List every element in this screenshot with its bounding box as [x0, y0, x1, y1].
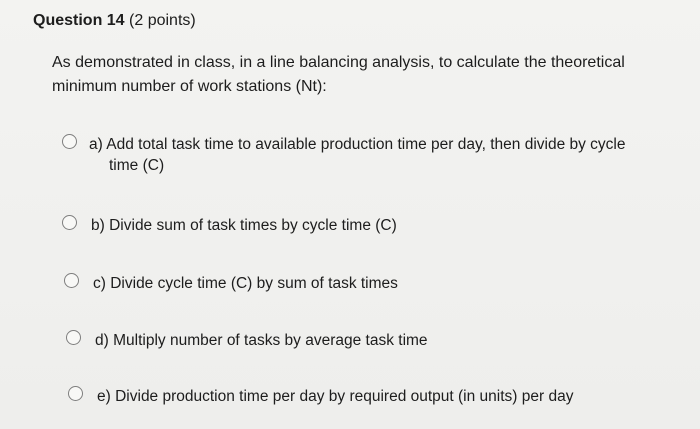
option-e-label	[97, 386, 573, 407]
question-points: (2 points)	[129, 12, 196, 29]
question-number: Question 14	[33, 12, 125, 29]
option-d-prefix: d)	[95, 332, 109, 349]
option-e-text: Divide production time per day by required output (in units) per day	[115, 388, 574, 405]
option-d[interactable]	[66, 330, 428, 351]
radio-button-c[interactable]	[64, 273, 79, 288]
option-d-text: Multiply number of tasks by average task time	[113, 332, 428, 349]
option-c-prefix: c)	[93, 275, 106, 292]
option-b-text: Divide sum of task times by cycle time (C)	[109, 217, 397, 234]
option-e[interactable]	[68, 386, 573, 407]
option-a-prefix: a)	[89, 136, 103, 153]
option-a-label	[89, 134, 626, 176]
option-b[interactable]	[62, 215, 397, 236]
option-a[interactable]	[62, 134, 626, 176]
radio-button-b[interactable]	[62, 215, 77, 230]
radio-button-e[interactable]	[68, 386, 83, 401]
question-prompt: As demonstrated in class, in a line balancing analysis, to calculate the theoretical minimum number of work stations (Nt):	[52, 54, 625, 95]
option-c[interactable]	[64, 273, 398, 294]
radio-button-a[interactable]	[62, 134, 77, 149]
option-c-text: Divide cycle time (C) by sum of task times	[110, 275, 398, 292]
option-b-label	[91, 215, 397, 236]
option-a-text-line1: Add total task time to available production time per day, then divide by cycle	[106, 136, 626, 153]
radio-button-d[interactable]	[66, 330, 81, 345]
option-a-text-line2: time (C)	[109, 157, 165, 174]
option-d-label	[95, 330, 428, 351]
option-c-label	[93, 273, 398, 294]
option-e-prefix: e)	[97, 388, 111, 405]
option-b-prefix: b)	[91, 217, 105, 234]
